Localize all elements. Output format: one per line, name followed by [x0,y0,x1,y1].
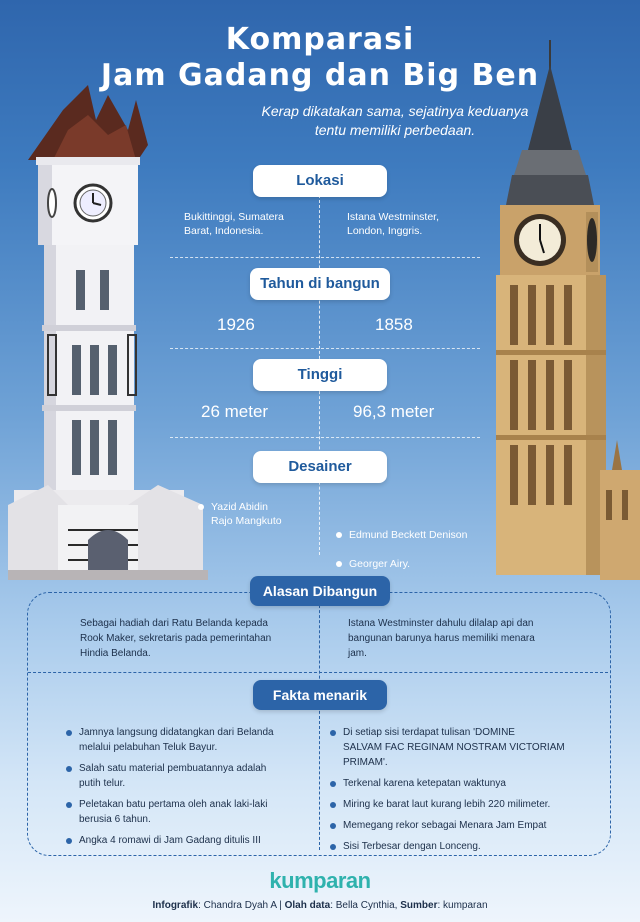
fakta-right-item [330,839,605,854]
box-center-divider [319,600,320,850]
fakta-right-item [330,818,605,833]
tahun-label: Tahun di bangun [250,268,390,300]
fakta-right-item [330,725,605,770]
alasan-left-line-1: Sebagai hadiah dari Ratu Belanda kepada [80,618,268,629]
tinggi-left: 26 meter [201,402,269,421]
fakta-label: Fakta menarik [253,680,387,710]
alasan-right-line-2: bangunan barunya harus memiliki menara [348,633,535,644]
fakta-left-item [66,797,306,827]
divider-1 [170,257,480,258]
subtitle-line-2: tentu memiliki perbedaan. [314,122,476,138]
credit-olah-label: Olah data [284,900,331,911]
desainer-right-2-text: Georger Airy. [349,558,411,570]
fakta-right-item [330,776,605,791]
alasan-right-line-3: jam. [348,648,367,659]
fakta-left-item-line-2: melalui pelabuhan Teluk Bayur. [79,742,218,753]
kumparan-logo: kumparan [269,868,371,893]
title-line-1: Komparasi [225,22,415,57]
desainer-right-2 [336,557,640,571]
alasan-label: Alasan Dibangun [250,576,390,606]
credit-sumber-label: Sumber [400,900,438,911]
fakta-right-item-line-1: Memegang rekor sebagai Menara Jam Empat [343,820,547,831]
fakta-right-item [330,797,605,812]
fakta-left-item [66,761,306,791]
desainer-left-line-1: Yazid Abidin [211,501,269,513]
credit-olah-value: Bella Cynthia [335,900,395,911]
desainer-right-1-text: Edmund Beckett Denison [349,529,468,541]
fakta-left-item-line-1: Angka 4 romawi di Jam Gadang ditulis III [79,835,261,846]
lokasi-right [347,210,439,238]
jam-gadang-illustration [8,75,208,580]
subtitle [0,102,640,140]
desainer-label: Desainer [253,451,387,483]
divider-2 [170,348,480,349]
fakta-right-item-line-1: Di setiap sisi terdapat tulisan 'DOMINE [343,727,515,738]
fakta-right-item-line-1: Miring ke barat laut kurang lebih 220 milimeter. [343,799,551,810]
fakta-left-item-line-2: berusia 6 tahun. [79,814,151,825]
desainer-right-1 [336,528,640,542]
alasan-left-line-2: Rook Maker, sekretaris pada pemerintahan [80,633,272,644]
desainer-left-line-2: Rajo Mangkuto [211,515,282,527]
fakta-right-item-line-1: Sisi Terbesar dengan Lonceng. [343,841,481,852]
fakta-right-item-line-1: Terkenal karena ketepatan waktunya [343,778,506,789]
subtitle-line-1: Kerap dikatakan sama, sejatinya keduanya [261,103,529,119]
fakta-left-item-line-1: Peletakan batu pertama oleh anak laki-laki [79,799,268,810]
fakta-left-list [66,725,306,854]
lokasi-left-line-2: Barat, Indonesia. [184,225,264,237]
fakta-left-item-line-1: Salah satu material pembuatannya adalah [79,763,267,774]
title-line-2: Jam Gadang dan Big Ben [100,58,540,93]
lokasi-label: Lokasi [253,165,387,197]
fakta-left-item-line-2: putih telur. [79,778,126,789]
lokasi-right-line-1: Istana Westminster, [347,211,440,223]
lokasi-left-line-1: Bukittinggi, Sumatera [184,211,284,223]
tinggi-label: Tinggi [253,359,387,391]
alasan-left [80,616,271,661]
desainer-left [198,500,640,528]
fakta-right-list [330,725,605,860]
credit-line: Infografik: Chandra Dyah A | Olah data: Bella Cynthia, Sumber: kumparan [152,900,488,911]
fakta-left-item [66,833,306,848]
credit-sumber-value: kumparan [443,900,488,911]
tahun-left: 1926 [217,315,255,334]
alasan-right-line-1: Istana Westminster dahulu dilalap api dan [348,618,534,629]
lokasi-right-line-2: London, Inggris. [347,225,423,237]
fakta-right-item-line-3: PRIMAM'. [343,757,388,768]
tahun-right: 1858 [375,315,413,334]
alasan-left-line-3: Hindia Belanda. [80,648,151,659]
lokasi-left [184,210,284,238]
box-middle-divider [28,672,608,673]
fakta-right-item-line-2: SALVAM FAC REGINAM NOSTRAM VICTORIAM [343,742,565,753]
fakta-left-item-line-1: Jamnya langsung didatangkan dari Belanda [79,727,274,738]
fakta-left-item [66,725,306,755]
credit-infografik-label: Infografik [152,900,199,911]
divider-3 [170,437,480,438]
tinggi-right: 96,3 meter [353,402,435,421]
credit-infografik-value: Chandra Dyah A [203,900,277,911]
alasan-right [348,616,535,661]
